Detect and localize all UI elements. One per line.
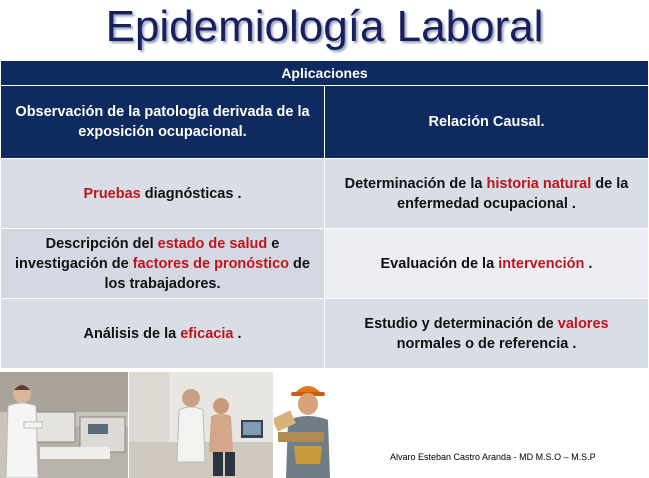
cell-text: Determinación de la [344,175,487,192]
slide-title: Epidemiología Laboral [105,2,544,51]
cell-text: Descripción del [45,235,158,252]
table-caption: Aplicaciones [1,61,649,86]
highlight-text: intervención [498,255,585,272]
row-3-right [325,299,649,369]
row-1-left [1,159,325,229]
cell-text: . [584,255,593,272]
author-credit: Alvaro Esteban Castro Aranda - MD M.S.O – M.S.P [390,452,596,462]
construction-worker-photo [274,372,338,478]
row-2-right [325,229,649,299]
highlight-text: estado de salud [157,235,268,252]
highlight-text: Pruebas [83,185,141,202]
row-3-left [1,299,325,369]
cell-text: Análisis de la [83,325,181,342]
highlight-text: valores [557,315,609,332]
cell-text: . [233,325,242,342]
cell-text: de la enfermedad ocupacional . [397,175,629,212]
row-2-left [1,229,325,299]
cell-text: Estudio y determinación de [364,315,558,332]
header-left: Observación de la patología derivada de la exposición ocupacional. [1,86,325,159]
row-1-right [325,159,649,229]
photo-strip [0,372,649,478]
cell-text: e investigación de [15,235,280,272]
highlight-text: historia natural [486,175,592,192]
medical-exam-photo [129,372,273,478]
header-right: Relación Causal. [325,86,649,159]
applications-table [0,60,649,369]
cell-text: de los trabajadores. [104,255,310,292]
cell-text: normales o de referencia . [396,335,577,352]
cell-text: Evaluación de la [380,255,499,272]
highlight-text: eficacia [180,325,234,342]
highlight-text: factores de pronóstico [132,255,289,272]
cell-text: diagnósticas . [140,185,242,202]
lab-technician-photo [0,372,128,478]
